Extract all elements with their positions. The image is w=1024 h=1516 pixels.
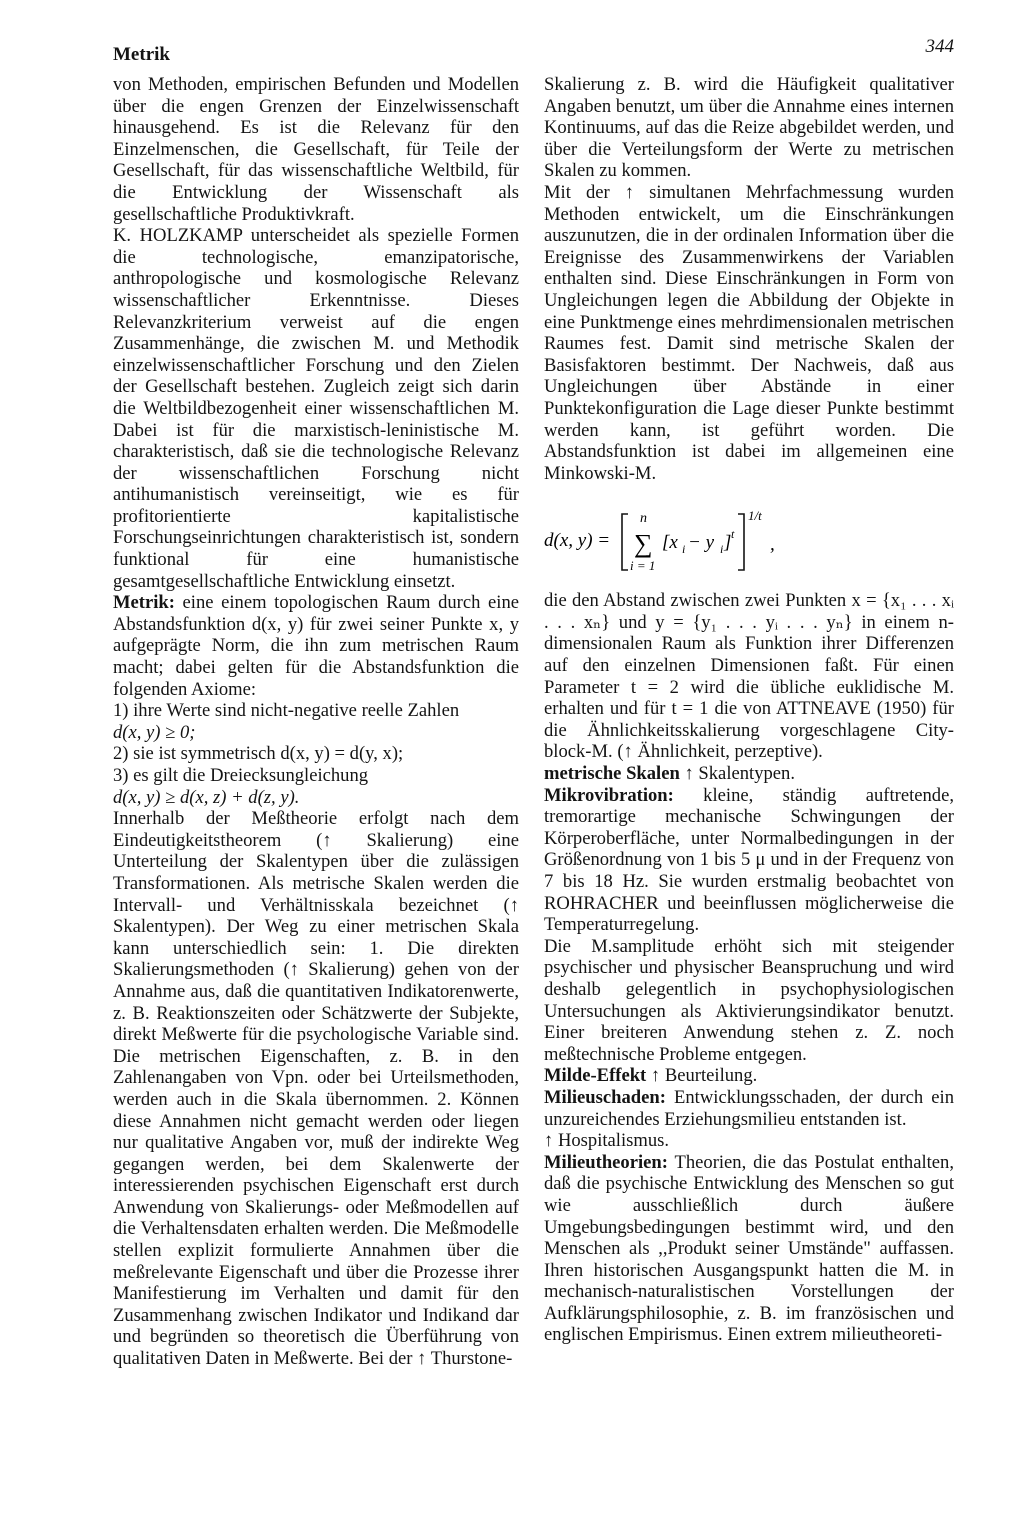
paragraph: Die M.samplitude erhöht sich mit steigender psychischer und physischer Beanspruchung und wird deshalb gelegentlich in psychophysiologischen Untersuchungen als Aktivierungsindikator benutzt. Einer breiteren Anwendung stehen z. Z. noch meßtechnische Probleme entgegen. [544, 935, 954, 1065]
axiom-line: d(x, y) ≥ 0; [113, 721, 196, 743]
entry-milieuschaden: Milieuschaden: Entwicklungsschaden, der durch ein unzureichendes Erziehungsmilieu entstanden ist. [544, 1086, 954, 1130]
entry-term: Milieuschaden: [544, 1086, 666, 1108]
entry-term: metrische Skalen [544, 763, 680, 785]
entry-milde-effekt: Milde-Effekt ↑ Beurteilung. [544, 1065, 758, 1087]
formula-close: ] [724, 532, 732, 554]
entry-milieutheorien: Milieutheorien: Theorien, die das Postulat enthalten, daß die psychische Entwicklung des Menschen so gut wie ausschließlich durch äußere Umgebungsbedingungen bestimmt wird, und den Menschen als ,,Produkt seiner Umstände" auffassen. Ihren historischen Ausgangspunkt hatten die M. in mechanisch-naturalistischen Vorstellungen der Aufklärungsphilosophie, z. B. im französischen und englischen Empirismus. Einen extrem milieutheoreti- [544, 1151, 954, 1346]
formula-lower-limit: i = 1 [630, 558, 656, 574]
formula-trailing-comma: , [770, 534, 775, 556]
axiom-line: d(x, y) ≥ d(x, z) + d(z, y). [113, 786, 300, 808]
entry-term: Metrik: [113, 592, 175, 614]
formula-minus: − y [688, 532, 715, 554]
right-column [544, 74, 954, 1346]
formula-right-bracket [738, 514, 744, 570]
paragraph: K. HOLZKAMP unterscheidet als spezielle Formen die technologische, emanzipatorische, anthropologische und kosmologische Relevanz wissenschaftlicher Erkenntnisse. Dieses Relevanzkriterium verweist auf die engen Zusammenhänge, die zwischen M. und Methodik einzelwissenschaftlicher Forschung und den Zielen der Gesellschaft bestehen. Zugleich zeigt sich darin die Weltbildbezogenheit einer wissenschaftlichen M. Dabei ist für die marxistisch-leninistische M. charakteristisch, daß sie die technologische Relevanz der wissenschaftlichen Forschung nicht antihumanistisch vereinseitigt, wie es für profitorientierte kapitalistische Forschungseinrichtungen charakteristisch ist, sondern funktional für eine humanistische gesamtgesellschaftliche Entwicklung einsetzt. [113, 225, 519, 592]
page-number: 344 [925, 36, 954, 57]
formula-sum: ∑ [634, 529, 653, 559]
paragraph: die den Abstand zwischen zwei Punkten x = {x₁ . . . xᵢ . . . xₙ} und y = {y₁ . . . yᵢ . . . yₙ} in einem n-dimensionalen Raum als Funktion ihrer Differenzen auf den einzelnen Dimensionen faßt. Für einen Parameter t = 2 wird die übliche euklidische M. erhalten und für t = 1 die von ATTNEAVE (1950) für die Ähnlichkeitsskalierung vorgeschlagene City-block-M. (↑ Ähnlichkeit, perzeptive). [544, 590, 954, 763]
axiom-line: 3) es gilt die Dreiecksungleichung [113, 765, 369, 786]
formula-outer-power: 1/t [748, 508, 762, 524]
entry-term: Milieutheorien: [544, 1151, 668, 1173]
paragraph: von Methoden, empirischen Befunden und Modellen über die engen Grenzen der Einzelwissenschaft hinausgehend. Es ist die Relevanz für den Einzelmenschen, die Gesellschaft, für Teile der Gesellschaft, für das wissenschaftliche Weltbild, für die Entwicklung der Wissenschaft als gesellschaftliche Produktivkraft. [113, 74, 519, 225]
paragraph: Innerhalb der Meßtheorie erfolgt nach dem Eindeutigkeitstheorem (↑ Skalierung) eine Unterteilung der Skalentypen über die zulässigen Transformationen. Als metrische Skalen werden die Intervall- und Verhältnisskala bezeichnet (↑ Skalentypen). Der Weg zu einer metrischen Skala kann unterschiedlich sein: 1. Die direkten Skalierungsmethoden (↑ Skalierung) gehen von der Annahme aus, daß die quantitativen Indikatorenwerte, z. B. Reaktionszeiten oder Schätzwerte der Subjekte, direkt Meßwerte für die psychologische Variable sind. Die metrischen Eigenschaften, z. B. in den Zahlenangaben von Vpn. oder bei Urteilsmethoden, werden auch in die Skala übernommen. 2. Können diese Annahmen nicht gemacht werden oder liegen nur qualitative Angaben vor, muß der indirekte Weg gegangen werden, bei dem Skalenwerte der interessierenden psychischen Eigenschaft erst durch Anwendung von Skalierungs- oder Meßmodellen auf die Verhaltensdaten erhalten werden. Die Meßmodelle stellen explizit formulierte Annahmen über die meßrelevante Eigenschaft und über die Prozesse ihrer Manifestierung im Verhalten und damit für den Zusammenhang zwischen Indikator und Indikand dar und begründen so theoretisch die Überführung von qualitativen Daten in Meßwerte. Bei der ↑ Thurstone- [113, 808, 519, 1370]
entry-metrik: Metrik: eine einem topologischen Raum durch eine Abstandsfunktion d(x, y) für zwei seiner Punkte x, y aufgeprägte Norm, die ihn zum metrischen Raum macht; dabei gelten für die Abstandsfunktion die folgenden Axiome: [113, 592, 519, 700]
entry-metrische-skalen: metrische Skalen ↑ Skalentypen. [544, 763, 795, 785]
formula-power: t [731, 527, 735, 542]
axiom-line: 1) ihre Werte sind nicht-negative reelle Zahlen [113, 700, 460, 722]
formula-lhs: d(x, y) = [544, 530, 611, 552]
paragraph: Skalierung z. B. wird die Häufigkeit qualitativer Angaben benutzt, um über die Annahme eines internen Kontinuums, auf das die Reize abgebildet werden, und über die Verteilungsform der Werte zu metrischen Skalen zu kommen. [544, 74, 954, 182]
minkowski-formula [544, 508, 954, 574]
formula-upper-limit: n [640, 511, 647, 527]
entry-term: Milde-Effekt [544, 1065, 647, 1087]
entry-term: Mikrovibration: [544, 784, 674, 806]
formula-left-bracket [622, 514, 628, 570]
entry-mikrovibration: Mikrovibration: kleine, ständig auftretende, tremorartige mechanische Schwingungen der Körperoberfläche, unter Normalbedingungen in der Größenordnung von 1 bis 5 μ und in der Frequenz von 7 bis 18 Hz. Sie wurden erstmalig beobachtet von ROHRACHER und beeinflussen möglicherweise die Temperaturregelung. [544, 784, 954, 936]
paragraph: Mit der ↑ simultanen Mehrfachmessung wurden Methoden entwickelt, um die Einschränkungen auszunutzen, die in der ordinalen Information über die Ereignisse des Zusammenwirkens der Variablen enthalten sind. Diese Einschränkungen in Form von Ungleichungen legen die Abbildung der Objekte in eine Punktmenge eines mehrdimensionalen metrischen Raumes fest. Damit sind metrische Skalen der Basisfaktoren bestimmt. Der Nachweis, daß aus Ungleichungen über Abstände in einer Punktekonfiguration die Lage dieser Punkte bestimmt werden kann, ist geführt worden. Die Abstandsfunktion ist dabei im allgemeinen eine Minkowski-M. [544, 181, 954, 484]
left-column [113, 74, 519, 1370]
cross-reference: ↑ Hospitalismus. [544, 1130, 669, 1152]
formula-body: [x [662, 532, 678, 554]
formula-subscript: i [720, 542, 724, 557]
formula-subscript: i [682, 542, 686, 557]
formula-graphic [544, 508, 804, 578]
axiom-line: 2) sie ist symmetrisch d(x, y) = d(y, x); [113, 743, 404, 765]
page-header [113, 28, 954, 68]
running-head: Metrik [113, 44, 170, 65]
